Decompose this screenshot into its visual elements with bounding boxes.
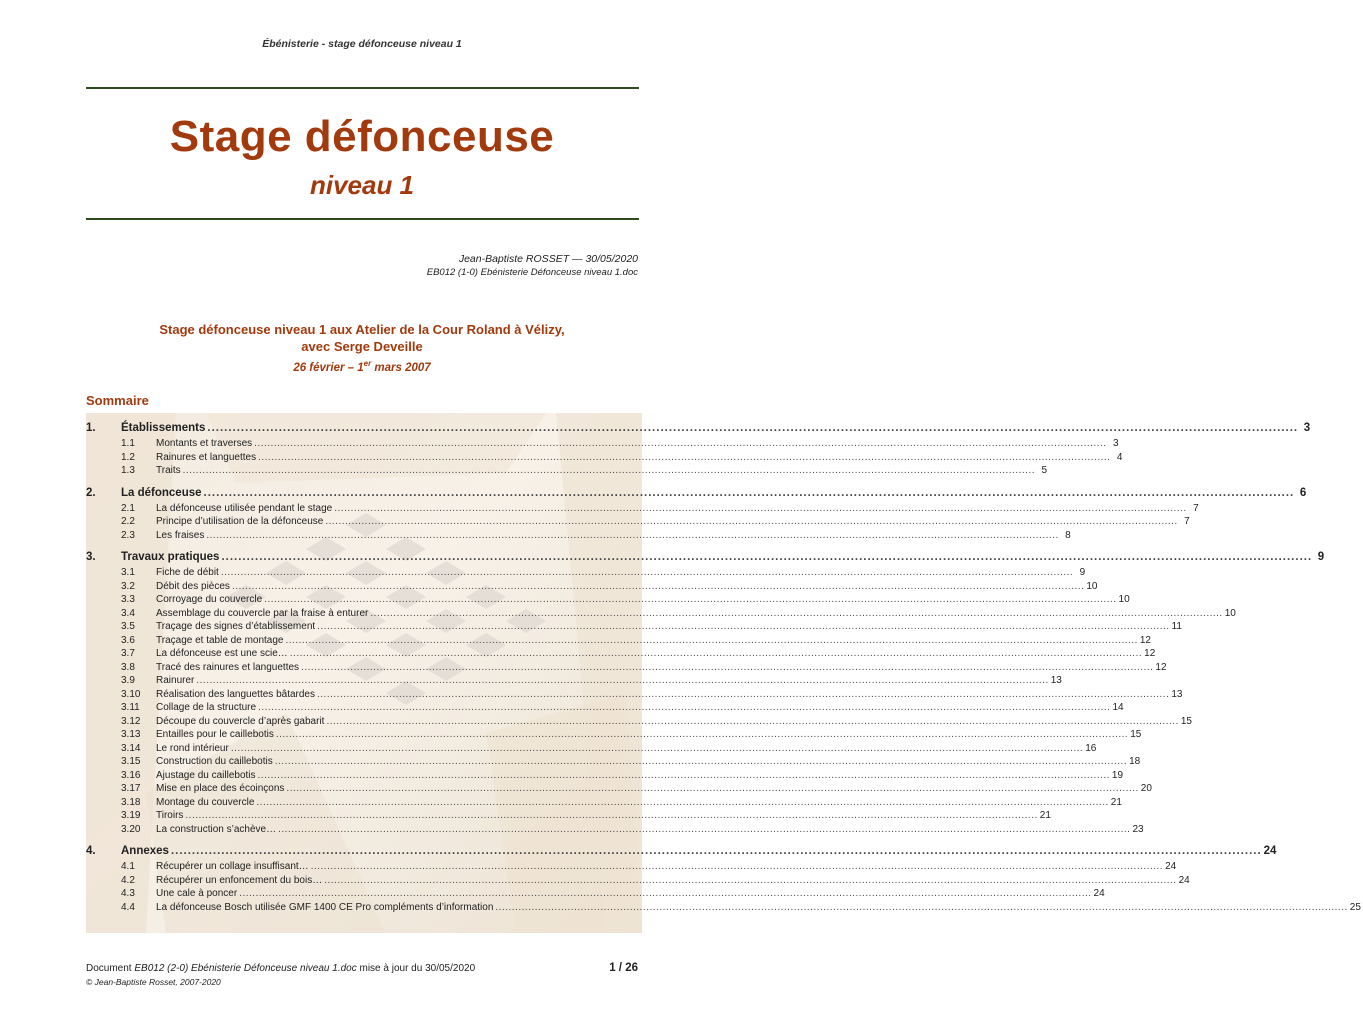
copyright: © Jean-Baptiste Rosset, 2007-2020 [86, 977, 221, 987]
toc-entry-title: Travaux pratiques [121, 551, 220, 563]
toc-subentry-page: 3 [1112, 438, 1119, 449]
toc-subentry[interactable] [86, 796, 1122, 810]
toc-section [86, 843, 1361, 914]
toc-dot-leader: .................................................................................................................................................................................................................................................................... [182, 465, 1036, 476]
toc-dot-leader: .................................................................................................................................................................................................................................................................... [317, 688, 1170, 700]
bottom-rule [86, 218, 639, 220]
toc-entry-number: 4. [86, 845, 96, 857]
toc-subentry-page: 7 [1184, 516, 1190, 527]
toc-dot-leader: .................................................................................................................................................................................................................................................................... [370, 607, 1223, 619]
toc-subentry[interactable] [86, 887, 1105, 901]
toc-subentry-title: Rainurer [156, 675, 195, 686]
toc-subentry[interactable] [86, 515, 1190, 529]
toc-subentry[interactable] [86, 901, 1361, 915]
toc-subentry-page: 20 [1140, 783, 1152, 794]
toc-subentry-title: La défonceuse utilisée pendant le stage [156, 502, 333, 514]
toc-dot-leader: .................................................................................................................................................................................................................................................................... [334, 502, 1187, 514]
toc-entry[interactable] [86, 549, 1325, 566]
toc-subentry-number: 3.11 [121, 702, 140, 713]
toc-subentry-title: Récupérer un collage insuffisant… [156, 861, 309, 872]
dates-prefix: 26 février – 1 [293, 361, 364, 374]
toc-subentry-page: 23 [1132, 823, 1144, 835]
toc-subentry-number: 3.6 [121, 634, 135, 646]
table-of-contents [86, 413, 1361, 933]
toc-subentry-title: Construction du caillebotis [156, 756, 273, 767]
toc-subentry-number: 3.17 [121, 783, 141, 794]
toc-dot-leader: .................................................................................................................................................................................................................................................................... [231, 580, 1085, 592]
toc-subentry-title: Mise en place des écoinçons [156, 783, 285, 794]
toc-subentry-number: 4.1 [121, 861, 135, 872]
toc-subentry-title: Assemblage du couvercle par la fraise à enturer [156, 607, 369, 619]
toc-subentry-title: Tiroirs [156, 810, 184, 821]
toc-dot-leader: .................................................................................................................................................................................................................................................................... [256, 796, 1109, 808]
toc-dot-leader: .................................................................................................................................................................................................................................................................... [203, 486, 1295, 499]
toc-subentry-number: 4.3 [121, 888, 135, 899]
toc-subentry-page: 15 [1130, 729, 1142, 740]
toc-subentry-number: 2.2 [121, 516, 135, 527]
toc-subentry-number: 1.2 [121, 451, 135, 463]
toc-subentry-title: Tracé des rainures et languettes [156, 661, 300, 673]
intro-dates [0, 355, 724, 377]
toc-subentry[interactable] [86, 437, 1119, 451]
toc-subentry-page: 12 [1144, 648, 1156, 659]
toc-subentry-page: 18 [1129, 756, 1141, 767]
toc-subentry-number: 1.1 [121, 438, 135, 449]
toc-subentry-page: 16 [1085, 742, 1097, 754]
toc-dot-leader: .................................................................................................................................................................................................................................................................... [301, 661, 1154, 673]
toc-subentry-page: 7 [1193, 502, 1199, 514]
toc-subentry-page: 24 [1093, 888, 1105, 899]
footer-doc-prefix: Document [86, 963, 135, 974]
toc-dot-leader: .................................................................................................................................................................................................................................................................... [495, 901, 1348, 913]
toc-dot-leader: .................................................................................................................................................................................................................................................................... [170, 845, 1262, 857]
toc-subentry-title: Ajustage du caillebotis [156, 769, 256, 781]
footer-doc-suffix: mise à jour du 30/05/2020 [356, 963, 476, 974]
toc-dot-leader: .................................................................................................................................................................................................................................................................... [325, 516, 1178, 527]
toc-subentry-page: 9 [1079, 567, 1086, 578]
toc-dot-leader: .................................................................................................................................................................................................................................................................... [289, 648, 1143, 659]
toc-subentry-number: 2.3 [121, 529, 135, 541]
toc-subentry-title: Les fraises [156, 529, 205, 541]
toc-subentry[interactable] [86, 593, 1130, 607]
toc-dot-leader: .................................................................................................................................................................................................................................................................... [257, 769, 1110, 781]
toc-subentry[interactable] [86, 661, 1167, 675]
toc-subentry-number: 3.18 [121, 796, 141, 808]
toc-subentry-number: 3.12 [121, 715, 141, 727]
toc-subentry-number: 3.2 [121, 580, 135, 592]
toc-subentry[interactable] [86, 451, 1123, 465]
toc-subentry[interactable] [86, 566, 1086, 580]
toc-subentry-page: 5 [1041, 465, 1048, 476]
toc-section [86, 485, 1307, 543]
toc-dot-leader: .................................................................................................................................................................................................................................................................... [254, 438, 1107, 449]
toc-subentry[interactable] [86, 529, 1071, 543]
toc-section [86, 549, 1325, 836]
toc-subentry-page: 25 [1349, 901, 1361, 913]
toc-subentry[interactable] [86, 464, 1048, 478]
toc-subentry-title: La défonceuse est une scie… [156, 648, 288, 659]
toc-subentry-title: Découpe du couvercle d’après gabarit [156, 715, 325, 727]
document-title: Stage défonceuse [169, 112, 555, 161]
toc-subentry-page: 13 [1050, 675, 1062, 686]
toc-subentry-page: 8 [1065, 529, 1071, 541]
toc-subentry-page: 10 [1086, 580, 1098, 592]
toc-dot-leader: .................................................................................................................................................................................................................................................................... [274, 756, 1128, 767]
toc-subentry-title: Corroyage du couvercle [156, 594, 263, 605]
toc-entry-title: La défonceuse [121, 486, 202, 499]
toc-subentry-title: La défonceuse Bosch utilisée GMF 1400 CE Pro compléments d’information [156, 901, 494, 913]
toc-dot-leader: .................................................................................................................................................................................................................................................................... [185, 810, 1038, 821]
page-indicator: 1 / 26 [609, 962, 638, 974]
toc-subentry-title: Récupérer un enfoncement du bois… [156, 874, 323, 886]
toc-subentry-number: 3.13 [121, 729, 141, 740]
toc-subentry-page: 4 [1116, 451, 1123, 463]
dates-sup: er [363, 359, 372, 368]
toc-subentry-title: Fiche de débit [156, 567, 219, 578]
toc-subentry[interactable] [86, 502, 1199, 516]
toc-dot-leader: .................................................................................................................................................................................................................................................................... [317, 621, 1170, 632]
toc-subentry[interactable] [86, 701, 1124, 715]
toc-subentry-title: Débit des pièces [156, 580, 230, 592]
toc-subentry-title: Réalisation des languettes bâtardes [156, 688, 315, 700]
toc-section [86, 420, 1311, 478]
toc-subentry[interactable] [86, 634, 1151, 648]
toc-dot-leader: .................................................................................................................................................................................................................................................................... [264, 594, 1117, 605]
toc-subentry-number: 3.7 [121, 648, 135, 659]
document-reference: EB012 (1-0) Ebénisterie Défonceuse niveau 1.doc [426, 267, 638, 278]
toc-subentry[interactable] [86, 874, 1190, 888]
toc-subentry[interactable] [86, 728, 1142, 742]
toc-subentry-number: 3.9 [121, 675, 135, 686]
toc-list [86, 420, 1361, 921]
intro-line-2: avec Serge Deveille [301, 339, 423, 354]
toc-dot-leader: .................................................................................................................................................................................................................................................................... [221, 551, 1313, 563]
toc-subentry-title: La construction s’achève… [156, 823, 277, 835]
toc-entry-number: 3. [86, 551, 96, 563]
document-subtitle: niveau 1 [309, 170, 415, 200]
toc-entry[interactable] [86, 485, 1307, 502]
toc-dot-leader: .................................................................................................................................................................................................................................................................... [275, 729, 1129, 740]
toc-subentry-title: Rainures et languettes [156, 451, 257, 463]
toc-subentry[interactable] [86, 809, 1051, 823]
toc-entry[interactable] [86, 843, 1277, 860]
toc-entry-number: 1. [86, 422, 96, 434]
toc-subentry-page: 10 [1224, 607, 1236, 619]
toc-dot-leader: .................................................................................................................................................................................................................................................................... [196, 675, 1049, 686]
toc-subentry-number: 3.10 [121, 688, 141, 700]
toc-entry-page: 3 [1303, 422, 1311, 434]
toc-subentry-number: 3.3 [121, 594, 135, 605]
toc-dot-leader: .................................................................................................................................................................................................................................................................... [220, 567, 1074, 578]
toc-subentry-title: Le rond intérieur [156, 742, 229, 754]
toc-subentry-page: 12 [1139, 634, 1151, 646]
toc-entry-number: 2. [86, 486, 96, 499]
toc-dot-leader: .................................................................................................................................................................................................................................................................... [258, 451, 1111, 463]
toc-entry-title: Établissements [121, 422, 206, 434]
toc-subentry-page: 24 [1165, 861, 1177, 872]
toc-subentry[interactable] [86, 715, 1192, 729]
toc-subentry-page: 10 [1118, 594, 1130, 605]
toc-entry-page: 6 [1299, 486, 1307, 499]
toc-subentry-title: Une cale à poncer [156, 888, 238, 899]
toc-subentry-number: 3.20 [121, 823, 141, 835]
toc-subentry[interactable] [86, 620, 1182, 634]
toc-subentry-page: 19 [1111, 769, 1124, 781]
toc-subentry-page: 21 [1039, 810, 1051, 821]
author-line: Jean-Baptiste ROSSET — 30/05/2020 [458, 253, 638, 265]
toc-dot-leader: .................................................................................................................................................................................................................................................................... [258, 702, 1111, 713]
toc-subentry-number: 3.19 [121, 810, 141, 821]
toc-subentry-title: Traçage des signes d’établissement [156, 621, 316, 632]
toc-dot-leader: .................................................................................................................................................................................................................................................................... [278, 823, 1131, 835]
toc-subentry[interactable] [86, 860, 1177, 874]
toc-subentry-page: 12 [1155, 661, 1167, 673]
toc-subentry-title: Collage de la structure [156, 702, 257, 713]
toc-subentry-number: 3.5 [121, 621, 135, 632]
dates-suffix: mars 2007 [371, 361, 431, 374]
toc-dot-leader: .................................................................................................................................................................................................................................................................... [230, 742, 1084, 754]
toc-subentry-number: 1.3 [121, 465, 135, 476]
footer-document-info [86, 963, 475, 974]
toc-subentry-number: 2.1 [121, 502, 135, 514]
toc-subentry-title: Montage du couvercle [156, 796, 255, 808]
toc-subentry-title: Entailles pour le caillebotis [156, 729, 274, 740]
toc-subentry-page: 11 [1171, 621, 1182, 632]
toc-subentry-page: 15 [1180, 715, 1192, 727]
toc-dot-leader: .................................................................................................................................................................................................................................................................... [206, 529, 1059, 541]
toc-dot-leader: .................................................................................................................................................................................................................................................................... [207, 422, 1299, 434]
toc-subentry-number: 3.1 [121, 567, 135, 578]
toc-subentry-number: 3.4 [121, 607, 135, 619]
toc-entry-page: 24 [1263, 845, 1277, 857]
toc-entry-title: Annexes [121, 845, 169, 857]
toc-subentry-title: Traits [156, 465, 181, 476]
toc-subentry[interactable] [86, 647, 1156, 661]
toc-subentry-number: 3.14 [121, 742, 141, 754]
toc-subentry[interactable] [86, 755, 1141, 769]
toc-subentry[interactable] [86, 823, 1144, 837]
toc-subentry-page: 21 [1110, 796, 1122, 808]
toc-subentry-page: 24 [1178, 874, 1190, 886]
toc-dot-leader: .................................................................................................................................................................................................................................................................... [239, 888, 1092, 899]
toc-subentry-number: 3.8 [121, 661, 135, 673]
toc-subentry[interactable] [86, 769, 1124, 783]
toc-subentry[interactable] [86, 782, 1152, 796]
top-rule [86, 87, 639, 89]
toc-subentry-number: 3.15 [121, 756, 141, 767]
toc-dot-leader: .................................................................................................................................................................................................................................................................... [326, 715, 1179, 727]
intro-block [0, 321, 724, 377]
toc-dot-leader: .................................................................................................................................................................................................................................................................... [310, 861, 1164, 872]
running-header: Ébénisterie - stage défonceuse niveau 1 [262, 38, 462, 50]
intro-line-1: Stage défonceuse niveau 1 aux Atelier de la Cour Roland à Vélizy, [159, 322, 565, 337]
toc-subentry[interactable] [86, 674, 1062, 688]
toc-subentry[interactable] [86, 607, 1236, 621]
toc-subentry-number: 3.16 [121, 769, 141, 781]
toc-subentry-page: 14 [1112, 702, 1124, 713]
toc-dot-leader: .................................................................................................................................................................................................................................................................... [286, 783, 1139, 794]
toc-subentry[interactable] [86, 580, 1098, 594]
toc-dot-leader: .................................................................................................................................................................................................................................................................... [285, 634, 1138, 646]
toc-subentry[interactable] [86, 742, 1097, 756]
toc-subentry-number: 4.2 [121, 874, 135, 886]
toc-heading: Sommaire [86, 393, 149, 408]
toc-subentry[interactable] [86, 688, 1183, 702]
toc-subentry-number: 4.4 [121, 901, 135, 913]
toc-dot-leader: .................................................................................................................................................................................................................................................................... [324, 874, 1177, 886]
toc-subentry-title: Montants et traverses [156, 438, 253, 449]
toc-subentry-title: Principe d’utilisation de la défonceuse [156, 516, 324, 527]
footer-doc-name: EB012 (2-0) Ebénisterie Défonceuse niveau 1.doc [134, 963, 357, 974]
toc-subentry-title: Traçage et table de montage [156, 634, 284, 646]
toc-subentry-page: 13 [1171, 688, 1183, 700]
toc-entry[interactable] [86, 420, 1311, 437]
toc-entry-page: 9 [1317, 551, 1325, 563]
